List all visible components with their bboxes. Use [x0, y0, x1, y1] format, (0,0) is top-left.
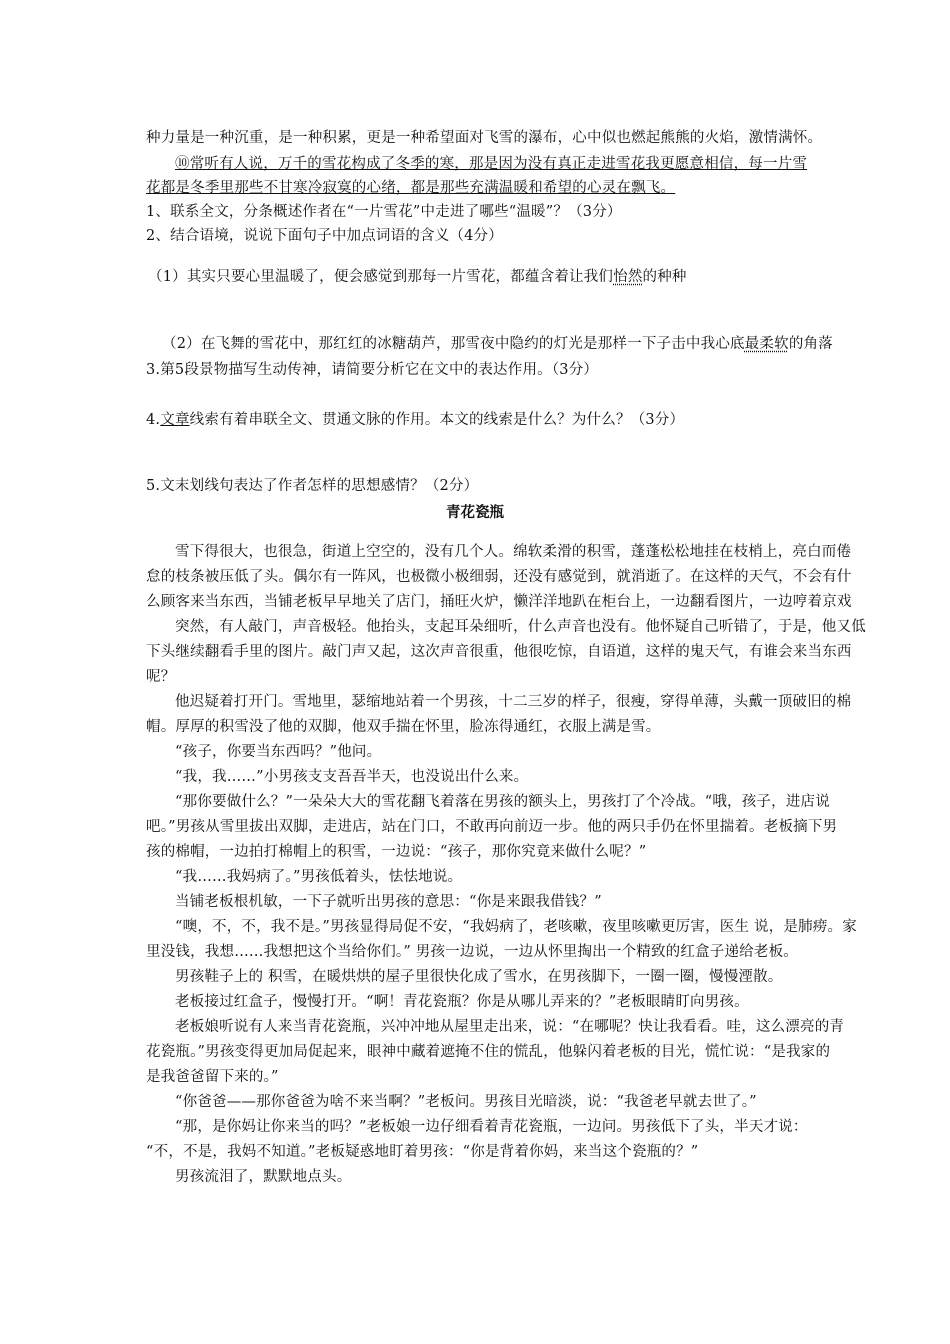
paragraph-line: 突然，有人敲门，声音极轻。他抬头，支起耳朵细听，什么声音也没有。他怀疑自己听错了，于是，他又低: [175, 619, 866, 635]
dotted-word: 怡然: [613, 269, 643, 285]
paragraph-line: 男孩鞋子上的 积雪，在暖烘烘的屋子里很快化成了雪水，在男孩脚下，一圈一圈，慢慢湮散。: [175, 969, 783, 985]
paragraph-line: 怠的枝条被压低了头。偶尔有一阵风，也极微小极细弱，还没有感觉到，就消逝了。在这样的天气，不会有什: [146, 569, 852, 585]
paragraph-line: “我……我妈病了。”男孩低着头，怯怯地说。: [175, 869, 463, 885]
paragraph-line: 下头继续翻看手里的图片。敲门声又起，这次声音很重，他很吃惊，自语道，这样的鬼天气，有谁会来当东西: [146, 644, 852, 660]
question-2-item-1: （1）其实只要心里温暖了，便会感觉到那每一片雪花，都蕴含着让我们怡然的种种: [148, 269, 687, 285]
paragraph-line: 帽。厚厚的积雪没了他的双脚，他双手揣在怀里，脸冻得通红，衣服上满是雪。: [146, 719, 661, 735]
question-3: 3.第5段景物描写生动传神，请简要分析它在文中的表达作用。（3分）: [146, 362, 599, 378]
story-title: 青花瓷瓶: [446, 504, 504, 521]
question-4: 4.文章线索有着串联全文、贯通文脉的作用。本文的线索是什么？为什么？（3分）: [146, 412, 685, 428]
paragraph-line: 孩的棉帽，一边拍打棉帽上的积雪，一边说：“孩子，那你究竟来做什么呢？”: [146, 844, 647, 860]
paragraph-line: 里没钱，我想……我想把这个当给你们。” 男孩一边说，一边从怀里掏出一个精致的红盒子递给老板。: [146, 944, 798, 960]
paragraph-line: “孩子，你要当东西吗？”他问。: [175, 744, 382, 760]
dotted-word: 最柔软: [744, 336, 789, 352]
paragraph-line: 吧。”男孩从雪里拔出双脚，走进店，站在门口，不敢再向前迈一步。他的两只手仍在怀里揣着。老板摘下男: [146, 819, 838, 835]
paragraph-line: 男孩流泪了，默默地点头。: [175, 1169, 352, 1185]
paragraph-line: 老板接过红盒子，慢慢打开。“啊！青花瓷瓶？你是从哪儿弄来的？”老板眼睛盯向男孩。: [175, 994, 749, 1010]
paragraph-line: “那你要做什么？”一朵朵大大的雪花翻飞着落在男孩的额头上，男孩打了个冷战。“哦，孩子，进店说: [175, 794, 830, 810]
paragraph-line: “那，是你妈让你来当的吗？”老板娘一边仔细看着青花瓷瓶，一边问。男孩低下了头，半天才说：: [175, 1119, 808, 1135]
paragraph-line: 当铺老板根机敏，一下子就听出男孩的意思：“你是来跟我借钱？”: [175, 894, 602, 910]
question-2: 2、结合语境，说说下面句子中加点词语的含义（4分）: [146, 228, 503, 244]
paragraph-line: 呢？: [146, 669, 176, 685]
paragraph-line: “我，我……”小男孩支支吾吾半天，也没说出什么来。: [175, 769, 529, 785]
question-2-item-2: （2）在飞舞的雪花中，那红红的冰糖葫芦，那雪夜中隐约的灯光是那样一下子击中我心底最柔软的角落: [162, 336, 833, 352]
paragraph-line: 花瓷瓶。”男孩变得更加局促起来，眼神中藏着遮掩不住的慌乱，他躲闪着老板的目光，慌忙说：“是我家的: [146, 1044, 831, 1060]
paragraph-line: “噢，不，不，我不是。”男孩显得局促不安，“我妈病了，老咳嗽，夜里咳嗽更厉害，医生 说，是肺痨。家: [175, 919, 857, 935]
paragraph-line: “不，不是，我妈不知道。”老板疑惑地盯着男孩：“你是背着你妈，来当这个瓷瓶的？”: [146, 1144, 699, 1160]
question-5: 5.文末划线句表达了作者怎样的思想感情？（2分）: [146, 478, 479, 494]
paragraph-line: 老板娘听说有人来当青花瓷瓶，兴冲冲地从屋里走出来，说：“在哪呢？快让我看看。哇，这么漂亮的青: [175, 1019, 845, 1035]
paragraph-line: 是我爸爸留下来的。”: [146, 1069, 279, 1085]
paragraph-line: 他迟疑着打开门。雪地里，瑟缩地站着一个男孩，十二三岁的样子，很瘦，穿得单薄，头戴一顶破旧的棉: [175, 694, 852, 710]
text-line: 种力量是一种沉重，是一种积累，更是一种希望面对飞雪的瀑布，心中似也燃起熊熊的火焰，激情满怀。: [146, 130, 823, 146]
paragraph-line: 么顾客来当东西，当铺老板早早地关了店门，捅旺火炉，懒洋洋地趴在柜台上，一边翻看图片，一边哼着京戏: [146, 594, 852, 610]
paragraph-line: “你爸爸——那你爸爸为啥不来当啊？”老板问。男孩目光暗淡，说：“我爸老早就去世了。”: [175, 1094, 757, 1110]
paragraph-line: 雪下得很大，也很急，街道上空空的，没有几个人。绵软柔滑的积雪，蓬蓬松松地挂在枝梢上，亮白而倦: [175, 544, 852, 560]
underlined-sentence-line: ⑩常听有人说，万千的雪花构成了冬季的寒，那是因为没有真正走进雪花我更愿意相信，每一片雪: [175, 156, 808, 172]
question-1: 1、联系全文，分条概述作者在“一片雪花”中走进了哪些“温暖”？（3分）: [146, 204, 622, 220]
underlined-sentence-line: 花都是冬季里那些不甘寒冷寂寞的心绪，都是那些充满温暖和希望的心灵在飘飞。: [146, 180, 676, 196]
